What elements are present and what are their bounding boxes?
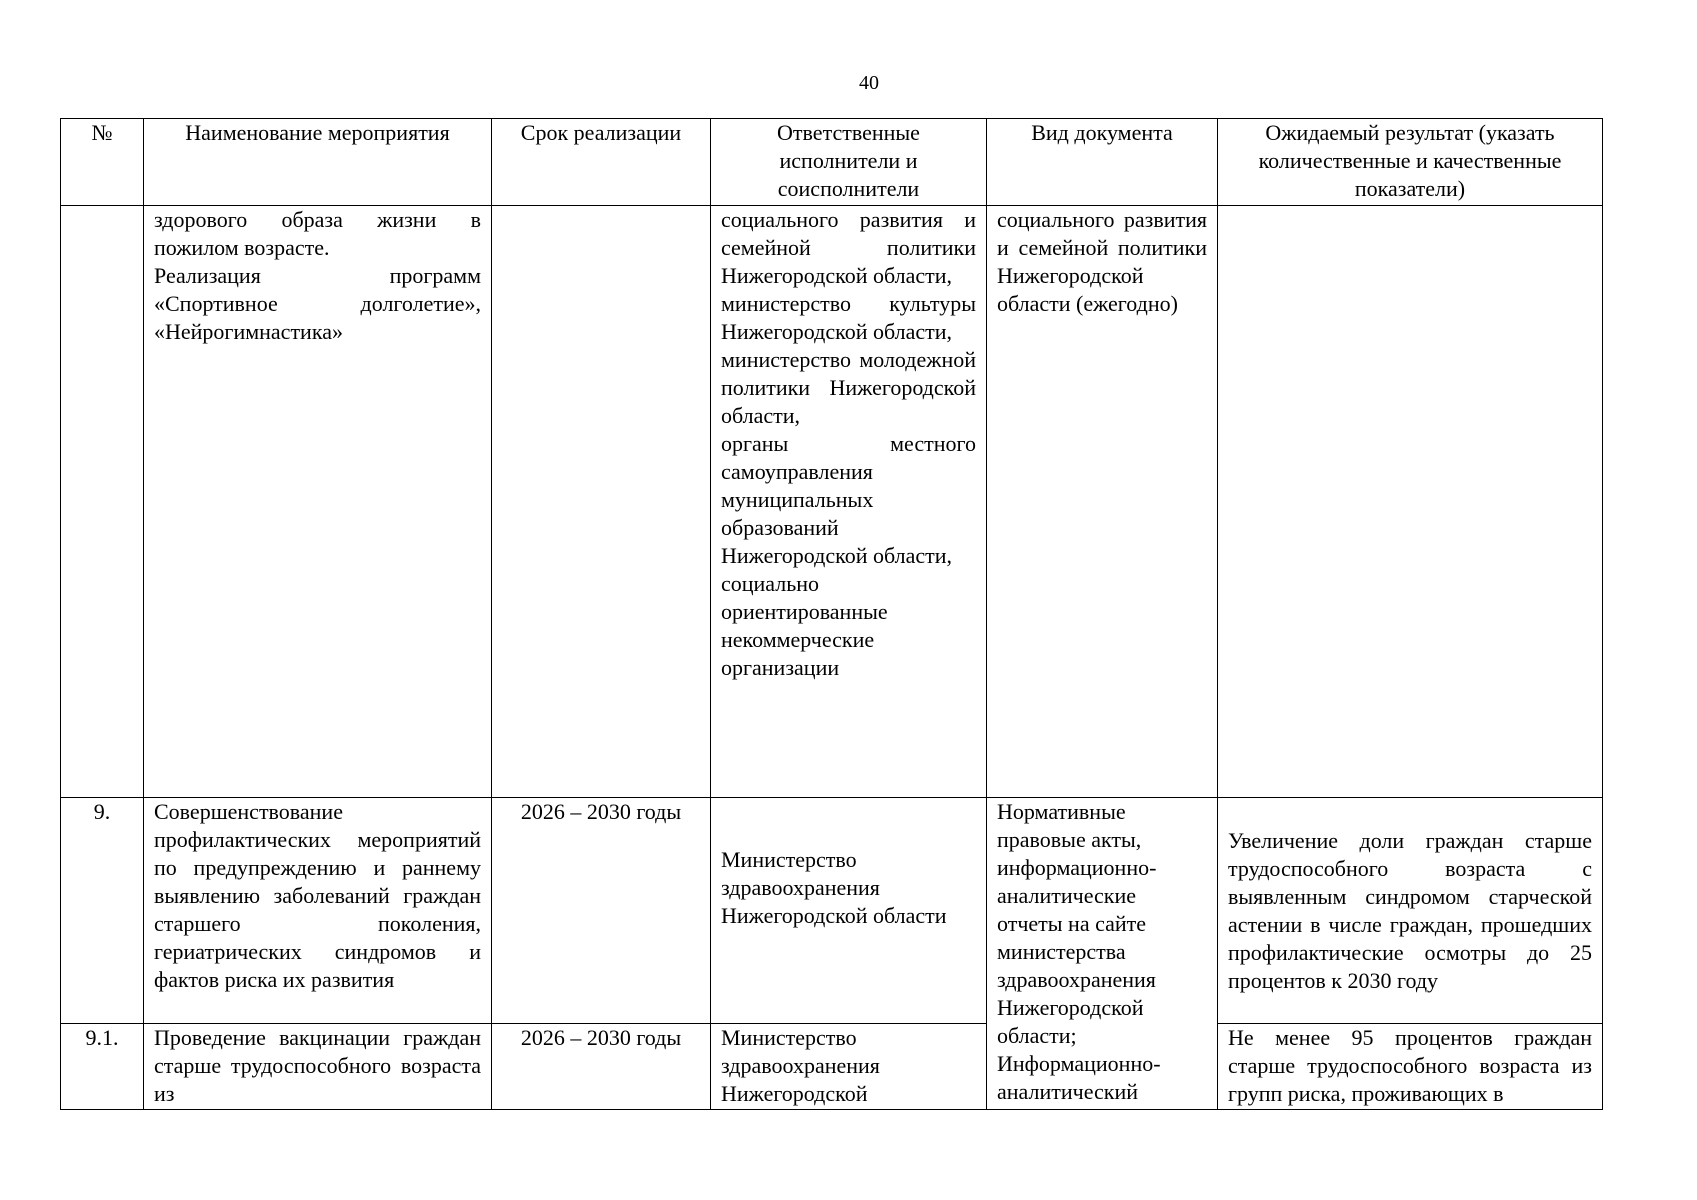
row-responsible-text: Министерство здравоохранения Нижегородской области — [721, 846, 947, 928]
row-num-text: 9.1. — [85, 1025, 119, 1050]
row-num — [61, 206, 144, 798]
row-num — [61, 1024, 144, 1110]
table-header-row — [61, 119, 1603, 206]
header-document: Вид документа — [987, 119, 1218, 206]
header-name: Наименование мероприятия — [144, 119, 492, 206]
row-document-text: Нормативные правовые акты, информационно-аналитические отчеты на сайте министерства здравоохранения Нижегородской области; Информационно-аналитический — [997, 799, 1161, 1104]
row-name — [144, 206, 492, 798]
row-result-text: Увеличение доли граждан старше трудоспособного возраста с выявленным синдромом старческой астении в числе граждан, прошедших профилактические осмотры до 25 процентов к 2030 году — [1228, 827, 1592, 993]
header-num: № — [61, 119, 144, 206]
row-num: 9. — [61, 798, 144, 1024]
row-name-line: здорового образа жизни в пожилом возрасте. Реализация программ «Спортивное долголетие», «Нейрогимнастика» — [154, 207, 481, 344]
row-document — [987, 798, 1218, 1110]
row-name-text: Проведение вакцинации граждан старше трудоспособного возраста из — [154, 1025, 481, 1106]
row-document: социального развития и семейной политики Нижегородской области (ежегодно) — [987, 206, 1218, 798]
row-result — [1218, 798, 1603, 1024]
header-result: Ожидаемый результат (указать количественные и качественные показатели) — [1218, 119, 1603, 206]
header-responsible: Ответственные исполнители и соисполнители — [711, 119, 987, 206]
row-responsible — [711, 1024, 987, 1110]
page-number: 40 — [859, 72, 879, 94]
row-result — [1218, 1024, 1603, 1110]
row-name — [144, 1024, 492, 1110]
table-row — [61, 1024, 1603, 1110]
table-row — [61, 798, 1603, 1024]
row-responsible — [711, 798, 987, 1024]
measures-table — [60, 118, 1603, 1110]
row-responsible-text: Министерство здравоохранения Нижегородской — [721, 1025, 880, 1106]
row-term: 2026 – 2030 годы — [492, 798, 711, 1024]
row-term-text: 2026 – 2030 годы — [520, 1025, 682, 1050]
row-term — [492, 1024, 711, 1110]
row-responsible — [711, 206, 987, 798]
row-responsible-text: социального развития и семейной политики Нижегородской области, министерство культуры Нижегородской области, министерство молодежной политики Нижегородской области, органы местного самоуправления муниципальных образований Нижегородской области, социально ориентированные некоммерческие организации — [721, 207, 976, 680]
row-result-text: Не менее 95 процентов граждан старше трудоспособного возраста из групп риска, проживающих в — [1228, 1025, 1592, 1106]
row-name: Совершенствование профилактических мероприятий по предупреждению и раннему выявлению заболеваний граждан старшего поколения, гериатрических синдромов и фактов риска их развития — [144, 798, 492, 1024]
row-term — [492, 206, 711, 798]
table-row — [61, 206, 1603, 798]
row-result — [1218, 206, 1603, 798]
header-term: Срок реализации — [492, 119, 711, 206]
